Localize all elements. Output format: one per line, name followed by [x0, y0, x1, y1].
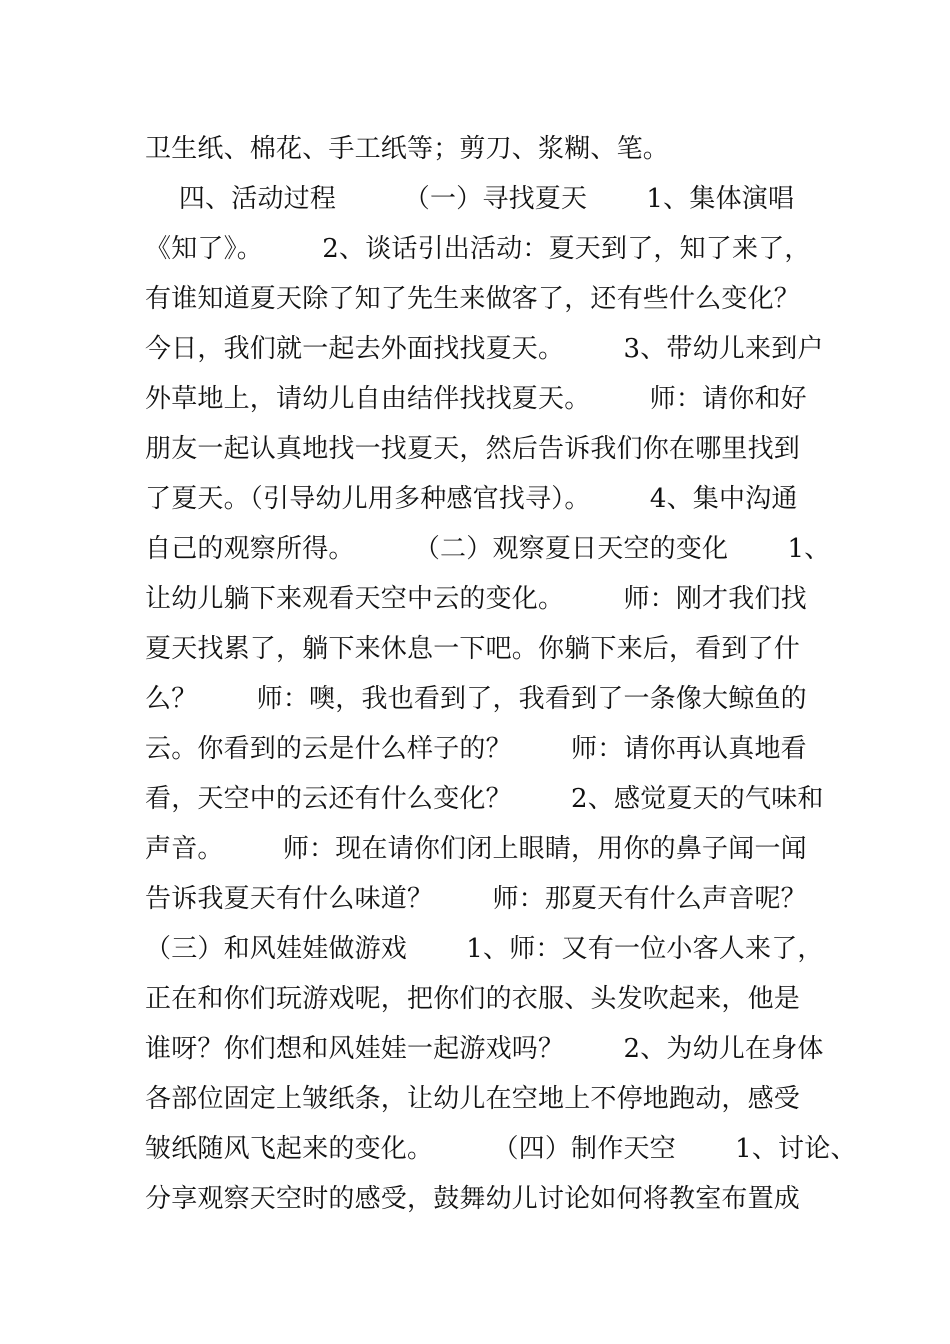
text-line: 《知了》。 2、谈话引出活动：夏天到了，知了来了， — [145, 234, 811, 264]
text-line: 夏天找累了，躺下来休息一下吧。你躺下来后，看到了什 — [145, 634, 801, 664]
text-line: 有谁知道夏天除了知了先生来做客了，还有些什么变化？ — [145, 284, 801, 314]
text-line: 云。你看到的云是什么样子的？ 师：请你再认真地看 — [145, 734, 807, 764]
text-line: 声音。 师：现在请你们闭上眼睛，用你的鼻子闻一闻 — [145, 834, 807, 864]
text-line: 外草地上，请幼儿自由结伴找找夏天。 师：请你和好 — [145, 384, 807, 414]
text-line: 分享观察天空时的感受，鼓舞幼儿讨论如何将教室布置成 — [145, 1184, 801, 1214]
text-line: 么？ 师：噢，我也看到了，我看到了一条像大鲸鱼的 — [145, 684, 807, 714]
text-line: 告诉我夏天有什么味道？ 师：那夏天有什么声音呢？ — [145, 884, 807, 914]
text-line: （三）和风娃娃做游戏 1、师：又有一位小客人来了， — [145, 934, 824, 964]
body-text — [145, 124, 857, 1224]
text-line: 各部位固定上皱纸条，让幼儿在空地上不停地跑动，感受 — [145, 1084, 801, 1114]
text-line: 自己的观察所得。 （二）观察夏日天空的变化 1、 — [145, 534, 831, 564]
text-line: 正在和你们玩游戏呢，把你们的衣服、头发吹起来，他是 — [145, 984, 801, 1014]
text-line: 让幼儿躺下来观看天空中云的变化。 师：刚才我们找 — [145, 584, 807, 614]
text-line: 皱纸随风飞起来的变化。 （四）制作天空 1、讨论、 — [145, 1134, 857, 1164]
text-line: 四、活动过程 （一）寻找夏天 1、集体演唱 — [145, 184, 795, 214]
text-line: 今日，我们就一起去外面找找夏天。 3、带幼儿来到户 — [145, 334, 824, 364]
text-line: 朋友一起认真地找一找夏天，然后告诉我们你在哪里找到 — [145, 434, 801, 464]
text-line: 谁呀？你们想和风娃娃一起游戏吗？ 2、为幼儿在身体 — [145, 1034, 824, 1064]
text-line: 了夏天。（引导幼儿用多种感官找寻）。 4、集中沟通 — [145, 484, 798, 514]
text-line: 卫生纸、棉花、手工纸等；剪刀、浆糊、笔。 — [145, 134, 670, 164]
text-line: 看，天空中的云还有什么变化？ 2、感觉夏天的气味和 — [145, 784, 824, 814]
